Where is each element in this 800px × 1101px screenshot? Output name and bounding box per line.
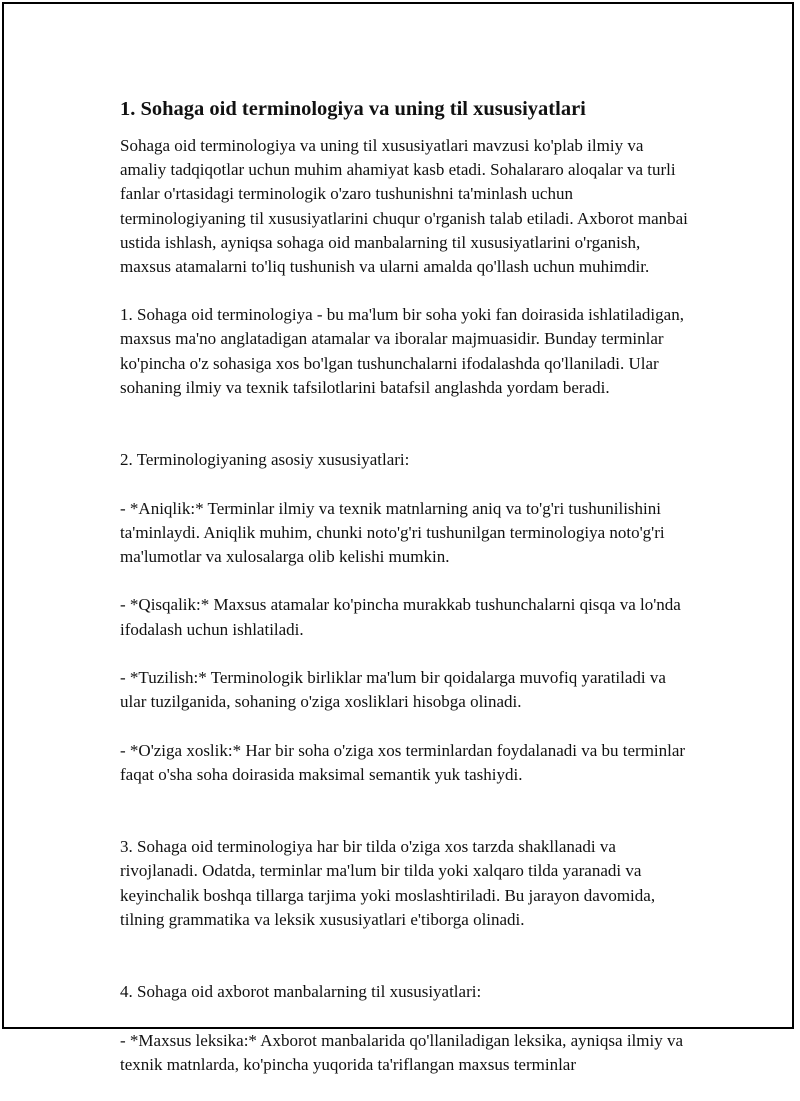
section-2-item-oziga-xoslik: - *O'ziga xoslik:* Har bir soha o'ziga xos terminlardan foydalanadi va bu terminlar faqat o'sha soha doirasida maksimal semantik yuk tashiydi. [120, 740, 686, 784]
section-4-item-maxsus-leksika: - *Maxsus leksika:* Axborot manbalarida qo'llaniladigan leksika, ayniqsa ilmiy va texnik matnlarda, ko'pincha yuqorida ta'riflangan maxsus terminlar [120, 1030, 684, 1074]
section-3-paragraph: 3. Sohaga oid terminologiya har bir tilda o'ziga xos tarzda shakllanadi va rivojlanadi. Odatda, terminlar ma'lum bir tilda yoki xalqaro tilda yaranadi va keyinchalik boshqa tillarga tarjima yoki moslashtiriladi. Bu jarayon davomida, tilning grammatika va leksik xususiyatlari e'tiborga olinadi. [120, 837, 656, 929]
document-heading: 1. Sohaga oid terminologiya va uning til xususiyatlari [120, 98, 586, 120]
paragraph-gap [120, 279, 690, 303]
paragraph-gap [120, 811, 690, 835]
section-2-block [120, 424, 690, 811]
section-4-block [120, 956, 690, 1101]
section-2-item-qisqalik: - *Qisqalik:* Maxsus atamalar ko'pincha murakkab tushunchalarni qisqa va lo'nda ifodalash uchun ishlatiladi. [120, 595, 681, 639]
paragraph-gap [120, 400, 690, 424]
section-2-item-aniqlik: - *Aniqlik:* Terminlar ilmiy va texnik matnlarning aniq va to'g'ri tushunilishini ta'minlaydi. Aniqlik muhim, chunki noto'g'ri tushunilgan terminologiya noto'g'ri ma'lumotlar va xulosalarga olib kelishi mumkin. [120, 498, 665, 567]
section-2-item-tuzilish: - *Tuzilish:* Terminologik birliklar ma'lum bir qoidalarga muvofiq yaratiladi va ular tuzilganida, sohaning o'ziga xosliklari hisobga olinadi. [120, 668, 666, 712]
document-content [120, 96, 690, 1101]
section-2-title: 2. Terminologiyaning asosiy xususiyatlari: [120, 450, 410, 470]
section-1-paragraph: 1. Sohaga oid terminologiya - bu ma'lum bir soha yoki fan doirasida ishlatiladigan, maxsus ma'no anglatadigan atamalar va iboralar majmuasidir. Bunday terminlar ko'pincha o'z sohasiga xos bo'lgan tushunchalarni ifodalashda qo'llaniladi. Ular sohaning ilmiy va texnik tafsilotlarini batafsil anglashda yordam beradi. [120, 305, 684, 397]
section-4-title: 4. Sohaga oid axborot manbalarning til xususiyatlari: [120, 982, 482, 1002]
document-page [2, 2, 794, 1074]
paragraph-gap [120, 932, 690, 956]
intro-paragraph: Sohaga oid terminologiya va uning til xususiyatlari mavzusi ko'plab ilmiy va amaliy tadqiqotlar uchun muhim ahamiyat kasb etadi. Sohalararo aloqalar va turli fanlar o'rtasidagi terminologik o'zaro tushunishni ta'minlash uchun terminologiyaning til xususiyatlarini chuqur o'rganish talab etiladi. Axborot manbai ustida ishlash, ayniqsa sohaga oid manbalarning til xususiyatlarini o'rganish, maxsus atamalarni to'liq tushunish va ularni amalda qo'llash uchun muhimdir. [120, 136, 688, 277]
